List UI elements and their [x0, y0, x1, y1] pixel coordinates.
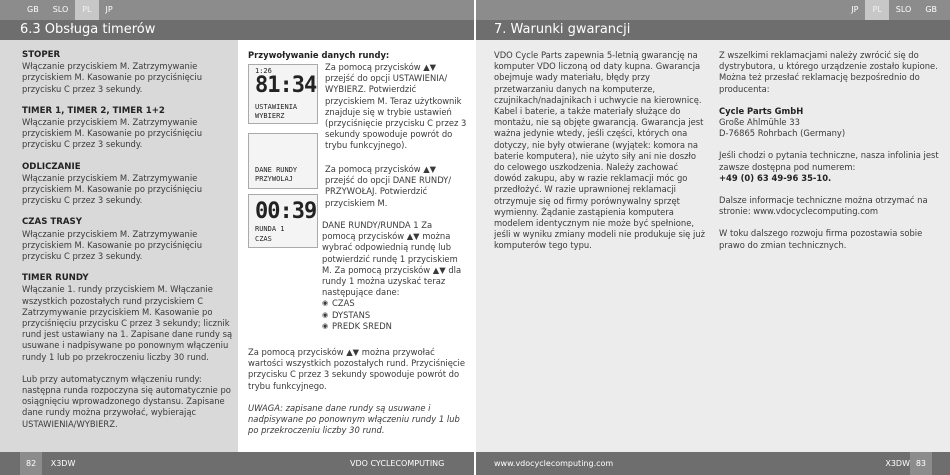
text-timer-rundy: Włączanie 1. rundy przyciskiem M. Włączanie wszystkich pozostałych rund przyciskiem C Zatrzymywanie przyciskiem M. Kasowanie po przyciśnięciu przycisku C przez 3 sekundy; licznik rund jest ustawiany na 1. Zapisane dane rundy są usuwane i nadpisywane po ponownym włączeniu rundy 1 lub po przekroczeniu liczby 30 rund. — [22, 284, 233, 362]
text-stoper: Włączanie przyciskiem M. Zatrzymywanie przyciskiem M. Kasowanie po przyciśnięciu przycisku C przez 3 sekundy. — [22, 61, 203, 94]
recall-step-2: Za pomocą przycisków ▲▼ przejść do opcji DANE RUNDY/ PRZYWOŁAJ. Potwierdzić przyciskiem M. — [325, 164, 452, 208]
company-name-text: Cycle Parts GmbH — [719, 105, 804, 116]
round-recall-title: Przywoływanie danych rundy: — [248, 50, 390, 60]
text-timer: Włączanie przyciskiem M. Zatrzymywanie przyciskiem M. Kasowanie po przyciśnięciu przycisku C przez 3 sekundy. — [22, 117, 203, 150]
footer-left — [0, 452, 474, 475]
section-title-right: 7. Warunki gwarancji — [476, 20, 950, 40]
phone-number — [719, 173, 941, 184]
page-gutter — [474, 0, 476, 475]
language-tabs-right — [844, 0, 944, 20]
lcd-label: WYBIERZ — [255, 112, 285, 120]
text-odliczanie: Włączanie przyciskiem M. Zatrzymywanie przyciskiem M. Kasowanie po przyciśnięciu przycisku C przez 3 sekundy. — [22, 172, 203, 206]
lang-tab[interactable]: SLO — [895, 5, 912, 14]
heading-timer-rundy: TIMER RUNDY — [22, 273, 89, 284]
model-name: X3DW — [885, 459, 910, 468]
text-auto-round: Lub przy automatycznym włączeniu rundy: następna runda rozpoczyna się automatycznie po osiągnięciu wprowadzonego dystansu. Zapisane dane rundy można przywołać, wybierając USTAWIENIA/WYBIERZ. — [22, 373, 231, 429]
model-name: X3DW — [50, 459, 76, 468]
lcd-label: RUNDA 1 — [255, 225, 285, 233]
address-line: D-76865 Rohrbach (Germany) — [719, 128, 846, 139]
tech-changes-text: W toku dalszego rozwoju firma pozostawia sobie prawo do zmian technicznych. — [719, 228, 923, 250]
lang-tab-active[interactable]: PL — [865, 0, 888, 20]
recall-step-3 — [322, 220, 468, 332]
lang-tab[interactable]: GB — [925, 5, 937, 14]
lcd-display-round-data — [248, 133, 318, 189]
lcd-display-settings — [248, 64, 318, 124]
round-data-list — [322, 298, 468, 332]
bullet-item: ◉ DYSTANS — [322, 310, 468, 321]
heading-odliczanie: ODLICZANIE — [22, 161, 81, 172]
lcd-label: USTAWIENIA — [255, 103, 298, 111]
text-czas-trasy: Włączanie przyciskiem M. Zatrzymywanie przyciskiem M. Kasowanie po przyciśnięciu przycisku C przez 3 sekundy. — [22, 228, 203, 262]
address-line: Große Ahlmühle 33 — [719, 117, 800, 128]
warranty-text: VDO Cycle Parts zapewnia 5-letnią gwarancję na komputer VDO liczoną od daty kupna. Gwarancja obejmuje wady materiału, błędy przy przetwarzaniu danych na komputerze, czujnikach/nadajnikach i uchwycie na kierownicę. Kabel i baterie, a także materiały służące do montażu, nie są objęte gwarancją. Gwarancja jest ważna jedynie wtedy, jeśli części, których ona dotyczy, nie były otwierane (wyjątek: komora na baterie komputera), nie użyto siły ani nie doszło do celowego uszkodzenia. Należy zachować dowód zakupu, aby w razie reklamacji móc go przedłożyć. W razie uprawnionej reklamacji otrzymuje się od firmy porównywalny sprzęt wymienny. Żądanie zastąpienia komputera modelem identycznym nie może być spełnione, jeśli w wyniku zmiany modeli nie produkuje się już komputerów tego typu. — [494, 50, 706, 251]
lcd-small-time: 1:26 — [255, 67, 272, 75]
lcd-label: DANE RUNDY — [255, 166, 298, 174]
heading-stoper: STOPER — [22, 50, 61, 60]
lang-tab-active[interactable]: PL — [75, 0, 98, 20]
lcd-label: CZAS — [255, 235, 272, 243]
round-recall-heading — [248, 50, 468, 61]
page-number: 82 — [20, 452, 42, 475]
section-title-left: 6.3 Obsługa timerów — [0, 20, 474, 40]
heading-timer: TIMER 1, TIMER 2, TIMER 1+2 — [22, 105, 165, 116]
heading-czas-trasy: CZAS TRASY — [22, 217, 82, 228]
bullet-item: ◉ PREDK SREDN — [322, 321, 468, 332]
page-number: 83 — [910, 452, 932, 475]
recall-step-4: Za pomocą przycisków ▲▼ można przywołać wartości wszystkich pozostałych rund. Przyciśnięcie przycisku C przez 3 sekundy spowoduje powrót do trybu funkcyjnego. — [248, 347, 465, 391]
lang-tab[interactable]: JP — [105, 5, 113, 14]
lang-tab[interactable]: GB — [27, 5, 39, 14]
recall-step-3-text: DANE RUNDY/RUNDA 1 Za pomocą przycisków ▲▼ można wybrać odpowiednią rundę lub potwierdzić rundę 1 przyciskiem M. Za pomocą przycisków ▲▼ dla rundy 1 można uzyskać teraz następujące dane: — [322, 220, 462, 298]
phone-number-text: +49 (0) 63 49-96 35-10. — [719, 172, 832, 183]
lang-tab[interactable]: JP — [851, 5, 859, 14]
website-link[interactable]: www.vdocyclecomputing.com — [494, 459, 614, 468]
lcd-big-value: 81:34 — [255, 73, 317, 98]
recall-step-1: Za pomocą przycisków ▲▼ przejść do opcji USTAWIENIA/ WYBIERZ. Potwierdzić przyciskiem M. Teraz użytkownik znajduje się w trybie ustawień (przyciśnięcie przycisku C przez 3 sekundy spowoduje powrót do trybu funkcyjnego). — [325, 62, 467, 151]
language-tabs-left — [20, 0, 120, 20]
timers-column — [22, 50, 234, 441]
brand-name: VDO CYCLECOMPUTING — [350, 459, 445, 468]
lcd-big-value: 00:39 — [255, 199, 317, 224]
bullet-item: ◉ CZAS — [322, 298, 468, 309]
footer-right — [476, 452, 950, 475]
contact-column — [719, 50, 941, 251]
hotline-text: Jeśli chodzi o pytania techniczne, nasza infolinia jest zawsze dostępna pod numerem: — [719, 150, 939, 172]
company-name — [719, 106, 941, 117]
more-info-text: Dalsze informacje techniczne można otrzymać na stronie: www.vdocyclecomputing.com — [719, 195, 928, 217]
note-text: UWAGA: zapisane dane rundy są usuwane i nadpisywane po ponownym włączeniu rundy 1 lub po przekroczeniu liczby 30 rund. — [248, 403, 460, 436]
lcd-label: PRZYWOLAJ — [255, 175, 293, 183]
lcd-display-round-1 — [248, 194, 318, 248]
lang-tab[interactable]: SLO — [52, 5, 69, 14]
contact-intro: Z wszelkimi reklamacjami należy zwrócić się do dystrybutora, u którego urządzenie zostało kupione. Można też przesłać reklamację bezpośrednio do producenta: — [719, 50, 938, 94]
